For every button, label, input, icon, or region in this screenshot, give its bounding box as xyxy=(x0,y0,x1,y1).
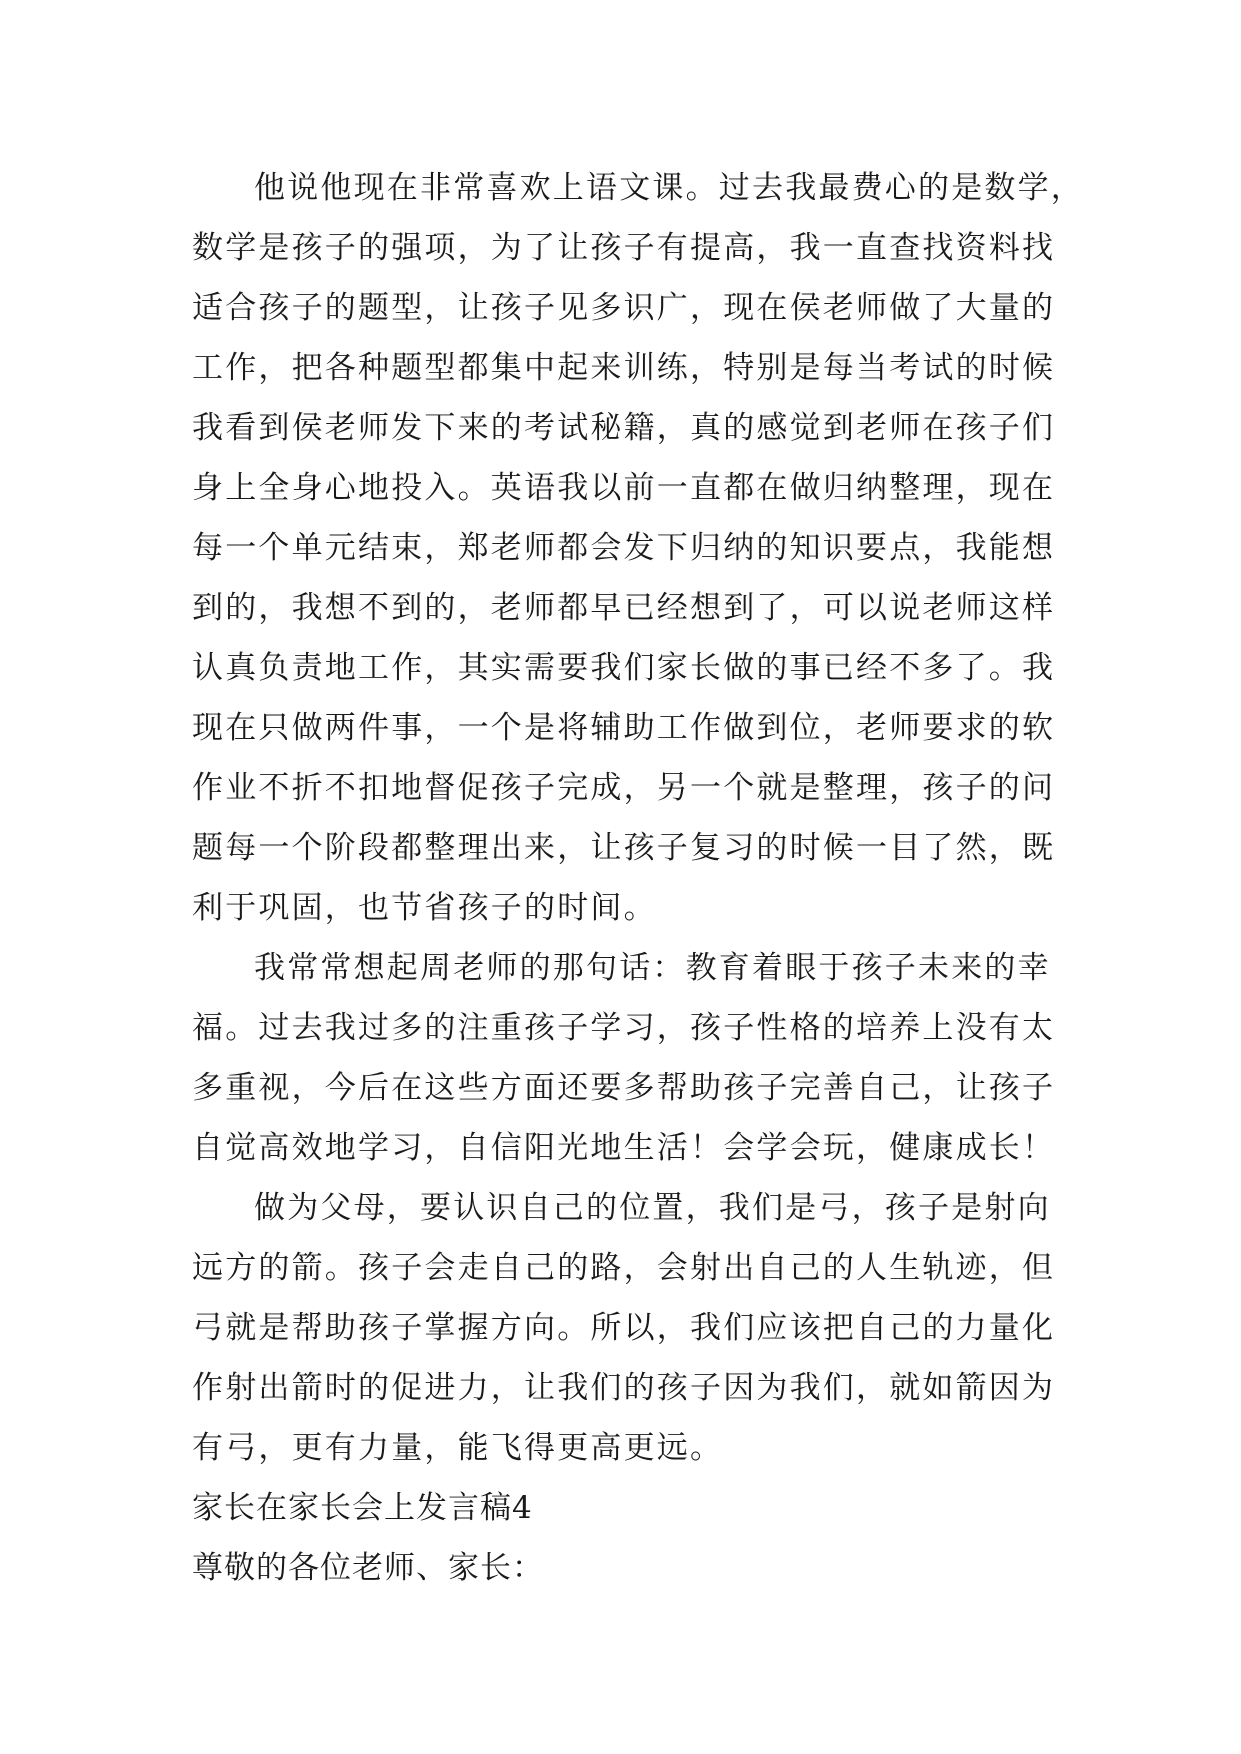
paragraph-line: 弓就是帮助孩子掌握方向。所以，我们应该把自己的力量化 xyxy=(192,1310,1056,1346)
paragraph-line: 身上全身心地投入。英语我以前一直都在做归纳整理，现在 xyxy=(192,470,1056,506)
paragraph-line: 利于巩固，也节省孩子的时间。 xyxy=(192,890,657,926)
paragraph-line: 做为父母，要认识自己的位置，我们是弓，孩子是射向 xyxy=(254,1190,1051,1226)
paragraph-line: 我常常想起周老师的那句话：教育着眼于孩子未来的幸 xyxy=(254,950,1051,986)
paragraph-line: 自觉高效地学习，自信阳光地生活！会学会玩，健康成长！ xyxy=(192,1130,1056,1166)
paragraph-line: 数学是孩子的强项，为了让孩子有提高，我一直查找资料找 xyxy=(192,230,1056,266)
paragraph-line: 适合孩子的题型，让孩子见多识广，现在侯老师做了大量的 xyxy=(192,290,1056,326)
paragraph xyxy=(192,1178,1072,1478)
document-body xyxy=(192,158,1084,1598)
section-heading: 家长在家长会上发言稿4 xyxy=(192,1490,533,1526)
paragraph-line: 题每一个阶段都整理出来，让孩子复习的时候一目了然，既 xyxy=(192,830,1056,866)
paragraph-line: 工作，把各种题型都集中起来训练，特别是每当考试的时候 xyxy=(192,350,1056,386)
paragraph-line: 远方的箭。孩子会走自己的路，会射出自己的人生轨迹，但 xyxy=(192,1250,1056,1286)
paragraph-line: 有弓，更有力量，能飞得更高更远。 xyxy=(192,1430,724,1466)
paragraph-line: 福。过去我过多的注重孩子学习，孩子性格的培养上没有太 xyxy=(192,1010,1056,1046)
paragraph xyxy=(192,158,1084,938)
salutation: 尊敬的各位老师、家长： xyxy=(192,1550,544,1586)
paragraph-line: 到的，我想不到的，老师都早已经想到了，可以说老师这样 xyxy=(192,590,1056,626)
paragraph-line: 作射出箭时的促进力，让我们的孩子因为我们，就如箭因为 xyxy=(192,1370,1056,1406)
paragraph-line: 我看到侯老师发下来的考试秘籍，真的感觉到老师在孩子们 xyxy=(192,410,1056,446)
paragraph-line: 他说他现在非常喜欢上语文课。过去我最费心的是数学， xyxy=(254,170,1084,206)
paragraph xyxy=(192,938,1072,1178)
paragraph-line: 现在只做两件事，一个是将辅助工作做到位，老师要求的软 xyxy=(192,710,1056,746)
paragraph-line: 作业不折不扣地督促孩子完成，另一个就是整理，孩子的问 xyxy=(192,770,1056,806)
paragraph-line: 多重视，今后在这些方面还要多帮助孩子完善自己，让孩子 xyxy=(192,1070,1056,1106)
paragraph-line: 每一个单元结束，郑老师都会发下归纳的知识要点，我能想 xyxy=(192,530,1056,566)
paragraph-line: 认真负责地工作，其实需要我们家长做的事已经不多了。我 xyxy=(192,650,1056,686)
